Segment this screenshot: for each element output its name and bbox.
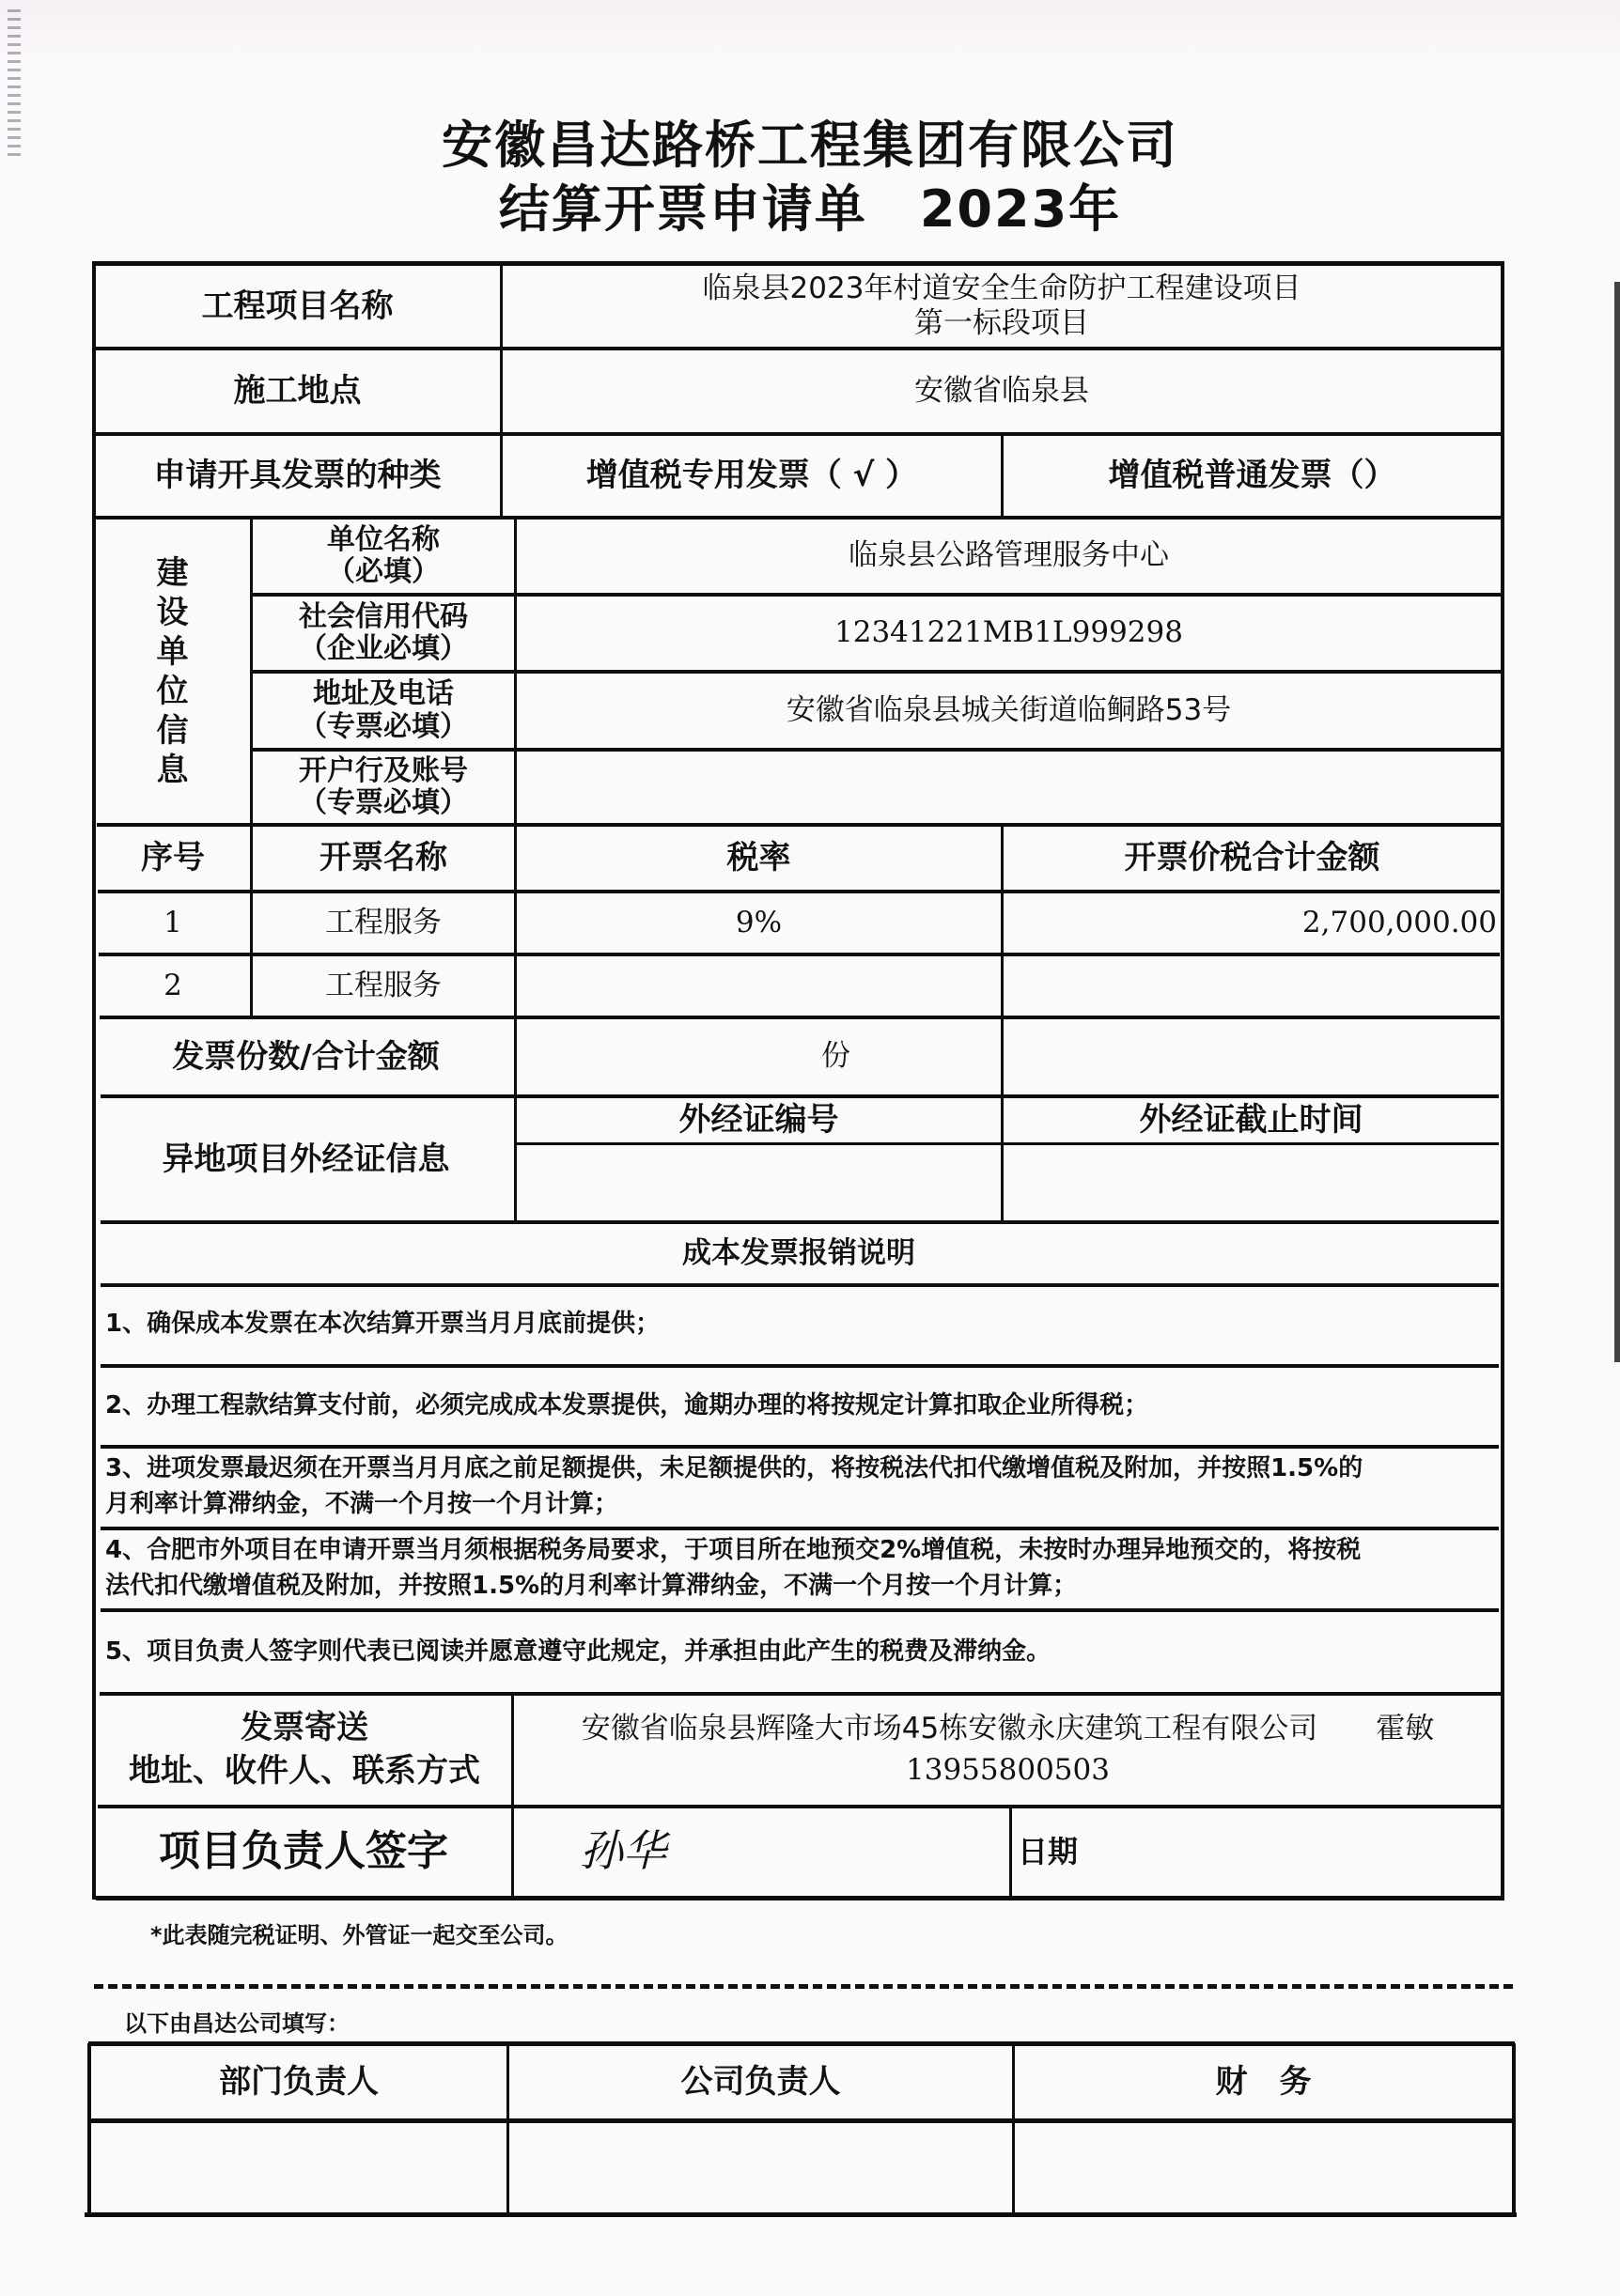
project-name-value <box>503 265 1501 348</box>
builder-section-char: 信 <box>156 711 189 750</box>
item-rate[interactable]: 9% <box>735 905 783 939</box>
field-label-text: 开户行及账号 <box>299 753 468 787</box>
builder-field-label <box>253 673 514 749</box>
item-name[interactable]: 工程服务 <box>325 905 442 939</box>
invoice-type-special-option[interactable]: 增值税专用发票（ √ ） <box>585 457 918 495</box>
field-label-text: 地址及电话 <box>313 677 454 710</box>
invoice-count-unit: 份 <box>821 1039 850 1074</box>
dept-head-header: 部门负责人 <box>219 2063 379 2102</box>
note-item-4 <box>105 1532 1496 1604</box>
delivery-address: 安徽省临泉县辉隆大市场45栋安徽永庆建筑工程有限公司 霍敏 <box>581 1712 1435 1746</box>
rule <box>101 1608 1499 1612</box>
outside-cert-expiry-field[interactable] <box>1004 1145 1499 1220</box>
date-field[interactable] <box>1012 1807 1501 1896</box>
footnote: *此表随完税证明、外管证一起交至公司。 <box>150 1922 569 1948</box>
dept-head-signature-field[interactable] <box>91 2123 506 2212</box>
item-amount[interactable] <box>1004 955 1499 1016</box>
rule <box>1501 263 1504 1900</box>
top-bleed <box>0 0 1620 66</box>
builder-bank-account-field[interactable] <box>517 751 1501 824</box>
col-header-name: 开票名称 <box>319 839 447 877</box>
rule <box>101 1527 1499 1530</box>
rule <box>101 1445 1499 1449</box>
item-name[interactable]: 工程服务 <box>325 968 442 1002</box>
finance-header: 财 务 <box>1215 2063 1312 2102</box>
signoff-label: 项目负责人签字 <box>159 1826 448 1875</box>
signature-field[interactable] <box>514 1807 1009 1896</box>
builder-section-label <box>95 519 250 824</box>
invoice-type-ordinary-option[interactable]: 增值税普通发票（） <box>1108 457 1396 495</box>
builder-section-char: 设 <box>156 593 189 631</box>
col-header-amount: 开票价税合计金额 <box>1124 839 1380 877</box>
outside-cert-expiry-header: 外经证截止时间 <box>1139 1100 1363 1139</box>
date-label: 日期 <box>1018 1833 1079 1869</box>
builder-field-label <box>253 519 514 594</box>
outside-cert-number-field[interactable] <box>517 1145 1001 1220</box>
project-name-line1: 临泉县2023年村道安全生命防护工程建设项目 <box>702 271 1301 305</box>
item-amount[interactable]: 2,700,000.00 <box>1301 905 1497 939</box>
outside-cert-label: 异地项目外经证信息 <box>162 1140 450 1178</box>
item-no: 1 <box>164 905 182 939</box>
note-item-3-line1: 3、进项发票最迟须在开票当月月底之前足额提供，未足额提供的，将按税法代扣代缴增值税及附加，并按照1.5%的 <box>105 1454 1363 1482</box>
scan-edge-shadow <box>1614 282 1620 1362</box>
site-label: 施工地点 <box>233 372 362 411</box>
field-label-note: （专票必填） <box>299 709 468 743</box>
total-label: 发票份数/合计金额 <box>172 1037 440 1076</box>
field-label-note: （专票必填） <box>299 786 468 819</box>
project-name-label: 工程项目名称 <box>201 287 394 325</box>
col-header-no: 序号 <box>141 839 205 877</box>
form-title: 结算开票申请单 2023年 <box>498 179 1122 239</box>
builder-field-label <box>253 596 514 671</box>
project-name-line2: 第一标段项目 <box>914 306 1089 340</box>
handwritten-signature: 孙华 <box>580 1825 666 1877</box>
notes-title: 成本发票报销说明 <box>682 1235 915 1270</box>
internal-caption: 以下由昌达公司填写： <box>124 2010 350 2037</box>
company-title: 安徽昌达路桥工程集团有限公司 <box>442 116 1178 175</box>
field-label-note: （企业必填） <box>299 632 468 665</box>
note-item-4-line1: 4、合肥市外项目在申请开票当月须根据税务局要求，于项目所在地预交2%增值税，未按时办理异地预交的，将按税 <box>105 1536 1362 1564</box>
cut-line-divider <box>94 1984 1513 1989</box>
note-item-5: 5、项目负责人签字则代表已阅读并愿意遵守此规定，并承担由此产生的税费及滞纳金。 <box>105 1637 1051 1666</box>
invoice-type-label: 申请开具发票的种类 <box>153 457 442 495</box>
builder-field-label <box>253 751 514 824</box>
builder-section-char: 单 <box>156 632 189 671</box>
builder-section-char: 息 <box>156 751 189 789</box>
note-item-4-line2: 法代扣代缴增值税及附加，并按照1.5%的月利率计算滞纳金，不满一个月按一个月计算； <box>105 1572 1078 1600</box>
field-label-note: （必填） <box>327 555 440 588</box>
field-label-text: 社会信用代码 <box>299 599 468 633</box>
builder-section-char: 位 <box>156 672 189 710</box>
builder-credit-code-field[interactable]: 12341221MB1L999298 <box>834 615 1183 650</box>
builder-address-field[interactable]: 安徽省临泉县城关街道临鲖路53号 <box>786 692 1232 727</box>
finance-signature-field[interactable] <box>1015 2123 1512 2212</box>
item-no: 2 <box>164 968 182 1002</box>
company-head-signature-field[interactable] <box>509 2123 1012 2212</box>
delivery-value[interactable] <box>515 1695 1501 1805</box>
rule <box>101 1364 1499 1368</box>
delivery-label-line1: 发票寄送 <box>241 1708 368 1746</box>
item-rate[interactable] <box>517 955 1001 1016</box>
builder-name-field[interactable]: 临泉县公路管理服务中心 <box>849 538 1169 573</box>
note-item-1: 1、确保成本发票在本次结算开票当月月底前提供； <box>105 1310 661 1338</box>
col-header-rate: 税率 <box>726 839 791 877</box>
field-label-text: 单位名称 <box>327 522 440 556</box>
company-head-header: 公司负责人 <box>680 2063 841 2102</box>
outside-cert-number-header: 外经证编号 <box>678 1100 839 1139</box>
rule <box>96 1896 1504 1900</box>
rule <box>1512 2043 1516 2215</box>
rule <box>85 2212 1517 2217</box>
note-item-2: 2、办理工程款结算支付前，必须完成成本发票提供，逾期办理的将按规定计算扣取企业所得税； <box>105 1391 1149 1419</box>
delivery-label-line2: 地址、收件人、联系方式 <box>129 1751 480 1790</box>
delivery-label <box>98 1695 511 1805</box>
total-amount-field[interactable] <box>1004 1018 1499 1095</box>
note-item-3-line2: 月利率计算滞纳金，不满一个月按一个月计算； <box>105 1490 619 1518</box>
site-value: 安徽省临泉县 <box>914 373 1089 408</box>
delivery-phone: 13955800503 <box>906 1752 1110 1787</box>
rule <box>101 1283 1499 1287</box>
builder-section-char: 建 <box>156 553 189 592</box>
note-item-3 <box>105 1451 1496 1522</box>
